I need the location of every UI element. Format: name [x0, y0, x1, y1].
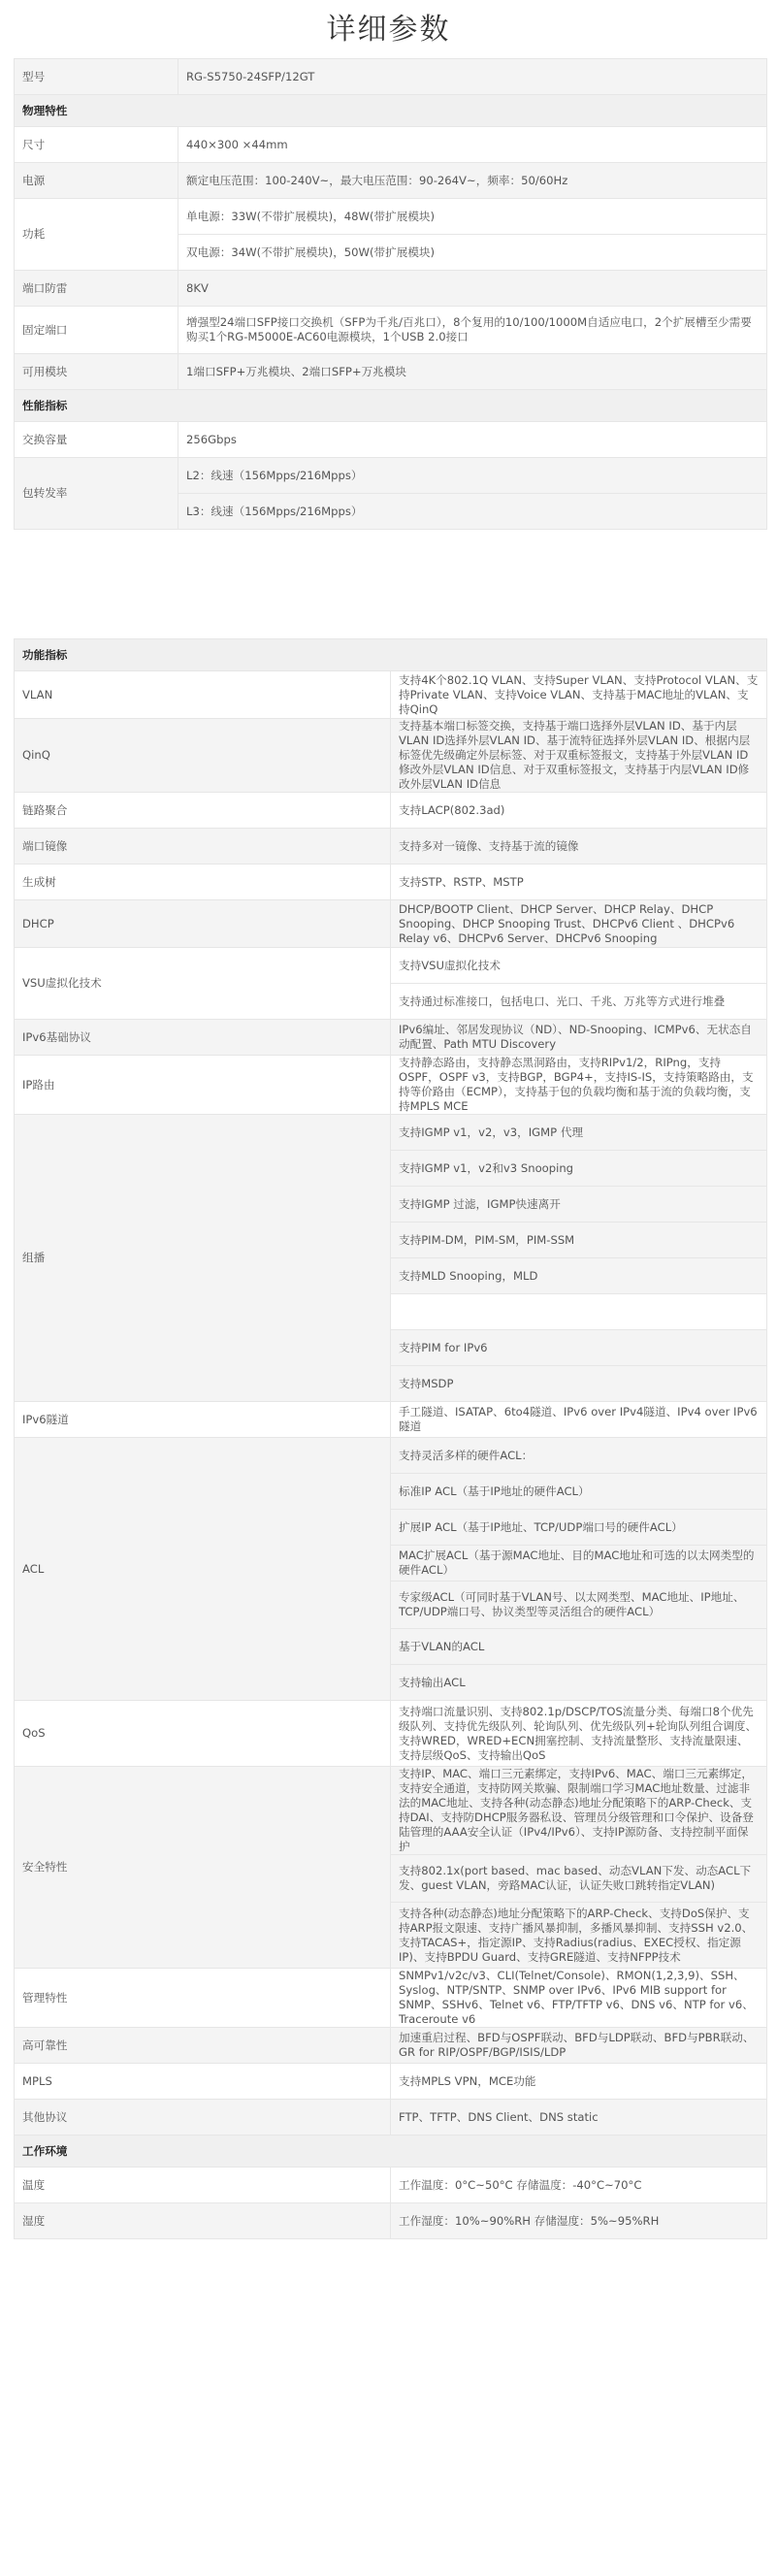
spec-value: DHCP/BOOTP Client、DHCP Server、DHCP Relay、DHCP Snooping、DHCP Snooping Trust、DHCPv6 Client 、DHCPv6 Relay v6、DHCPv6 Server、DHCPv6 Snooping [391, 900, 767, 948]
spec-key: 可用模块 [15, 354, 178, 390]
spec-value: 工作温度：0°C~50°C 存储温度：-40°C~70°C [391, 2168, 767, 2203]
spec-row [15, 1115, 767, 1151]
spec-row [15, 271, 767, 307]
spec-row [15, 2203, 767, 2239]
spec-value: 8KV [178, 271, 767, 307]
section-header [15, 95, 767, 127]
spec-key: 链路聚合 [15, 793, 391, 829]
spec-row [15, 2168, 767, 2203]
spec-value: 支持IGMP v1，v2，v3，IGMP 代理 [391, 1115, 767, 1151]
section-title: 物理特性 [15, 95, 767, 127]
spec-value: 手工隧道、ISATAP、6to4隧道、IPv6 over IPv4隧道、IPv4 over IPv6 隧道 [391, 1402, 767, 1438]
spec-key: 尺寸 [15, 127, 178, 163]
spec-value: 支持MLD Snooping，MLD [391, 1258, 767, 1294]
spec-row [15, 900, 767, 948]
spec-value: 支持通过标准接口，包括电口、光口、千兆、万兆等方式进行堆叠 [391, 984, 767, 1020]
spec-value: 支持802.1x(port based、mac based、动态VLAN下发、动态ACL下发、guest VLAN，旁路MAC认证，认证失败口跳转指定VLAN) [391, 1855, 767, 1903]
section-title: 功能指标 [15, 639, 767, 671]
spec-key: QoS [15, 1701, 391, 1767]
spec-row [15, 127, 767, 163]
spec-key: 安全特性 [15, 1767, 391, 1969]
spec-value: 标准IP ACL（基于IP地址的硬件ACL） [391, 1474, 767, 1510]
spec-key: 端口镜像 [15, 829, 391, 864]
spec-value: 工作湿度：10%~90%RH 存储湿度：5%~95%RH [391, 2203, 767, 2239]
spec-value: 加速重启过程、BFD与OSPF联动、BFD与LDP联动、BFD与PBR联动、GR for RIP/OSPF/BGP/ISIS/LDP [391, 2028, 767, 2064]
section-header [15, 2136, 767, 2168]
spec-key: MPLS [15, 2064, 391, 2100]
spec-row [15, 1020, 767, 1056]
spec-row [15, 422, 767, 458]
spec-value: 支持IGMP v1，v2和v3 Snooping [391, 1151, 767, 1187]
spec-key: 功耗 [15, 199, 178, 271]
spec-value: 1端口SFP+万兆模块、2端口SFP+万兆模块 [178, 354, 767, 390]
spec-value: 额定电压范围：100-240V~，最大电压范围：90-264V~，频率：50/60Hz [178, 163, 767, 199]
spec-value: 支持MPLS VPN，MCE功能 [391, 2064, 767, 2100]
spec-key: IP路由 [15, 1056, 391, 1115]
spec-value: 支持4K个802.1Q VLAN、支持Super VLAN、支持Protocol VLAN、支持Private VLAN、支持Voice VLAN、支持基于MAC地址的VLAN、支持QinQ [391, 671, 767, 719]
spec-value: 支持各种(动态静态)地址分配策略下的ARP-Check、支持DoS保护、支持ARP报文限速、支持广播风暴抑制，多播风暴抑制、支持SSH v2.0、支持TACAS+，指定源IP、支持Radius(radius、EXEC授权、指定源IP)、支持BPDU Guard、支持GRE隧道、支持NFPP技术 [391, 1903, 767, 1969]
spec-row [15, 307, 767, 354]
spec-value: 支持灵活多样的硬件ACL： [391, 1438, 767, 1474]
spec-row [15, 2100, 767, 2136]
spec-row [15, 793, 767, 829]
spec-key: IPv6基础协议 [15, 1020, 391, 1056]
spec-value: 256Gbps [178, 422, 767, 458]
spec-key: 高可靠性 [15, 2028, 391, 2064]
spec-value: L3：线速（156Mpps/216Mpps） [178, 494, 767, 530]
spec-row [15, 354, 767, 390]
spec-value: 支持多对一镜像、支持基于流的镜像 [391, 829, 767, 864]
spec-table-basic [14, 58, 767, 530]
spec-row [15, 1402, 767, 1438]
spec-value: MAC扩展ACL（基于源MAC地址、目的MAC地址和可选的以太网类型的硬件ACL） [391, 1546, 767, 1581]
spec-row [15, 2028, 767, 2064]
spec-row [15, 948, 767, 984]
spec-row [15, 719, 767, 793]
spec-row [15, 1969, 767, 2028]
spec-value: 440×300 ×44mm [178, 127, 767, 163]
spec-key: 包转发率 [15, 458, 178, 530]
spec-key: VLAN [15, 671, 391, 719]
spec-value: FTP、TFTP、DNS Client、DNS static [391, 2100, 767, 2136]
spec-key: DHCP [15, 900, 391, 948]
spec-key: 温度 [15, 2168, 391, 2203]
spec-key: 交换容量 [15, 422, 178, 458]
spec-value: 单电源：33W(不带扩展模块)，48W(带扩展模块) [178, 199, 767, 235]
spec-table-functions [14, 638, 767, 2239]
spec-value: 增强型24端口SFP接口交换机（SFP为千兆/百兆口），8个复用的10/100/1000M自适应电口，2个扩展槽至少需要购买1个RG-M5000E-AC60电源模块，1个USB 2.0接口 [178, 307, 767, 354]
spec-row [15, 1438, 767, 1474]
spec-value: 专家级ACL（可同时基于VLAN号、以太网类型、MAC地址、IP地址、TCP/UDP端口号、协议类型等灵活组合的硬件ACL） [391, 1581, 767, 1629]
spec-row [15, 1056, 767, 1115]
spec-row [15, 163, 767, 199]
spec-value: 支持MSDP [391, 1366, 767, 1402]
spec-key: QinQ [15, 719, 391, 793]
spec-row [15, 829, 767, 864]
page-title: 详细参数 [326, 13, 451, 47]
spec-row [15, 1701, 767, 1767]
spec-value [391, 1294, 767, 1330]
spec-key: 电源 [15, 163, 178, 199]
spec-row [15, 2064, 767, 2100]
spec-key: 型号 [15, 59, 178, 95]
spec-row [15, 199, 767, 235]
spec-row [15, 864, 767, 900]
spec-key: 其他协议 [15, 2100, 391, 2136]
section-title: 工作环境 [15, 2136, 767, 2168]
spec-value: 支持输出ACL [391, 1665, 767, 1701]
spec-key: 管理特性 [15, 1969, 391, 2028]
spec-value: 支持端口流量识别、支持802.1p/DSCP/TOS流量分类、每端口8个优先级队列、支持优先级队列、轮询队列、优先级队列+轮询队列组合调度、支持WRED，WRED+ECN拥塞控制、支持流量整形、支持流量限速、支持层级QoS、支持输出QoS [391, 1701, 767, 1767]
spec-value: 支持STP、RSTP、MSTP [391, 864, 767, 900]
spec-value: 支持PIM for IPv6 [391, 1330, 767, 1366]
spec-key: VSU虚拟化技术 [15, 948, 391, 1020]
spec-value: SNMPv1/v2c/v3、CLI(Telnet/Console)、RMON(1,2,3,9)、SSH、Syslog、NTP/SNTP、SNMP over IPv6、IPv6 MIB support for SNMP、SSHv6、Telnet v6、FTP/TFTP v6、DNS v6、NTP for v6、Traceroute v6 [391, 1969, 767, 2028]
spec-key: ACL [15, 1438, 391, 1701]
spec-row [15, 1767, 767, 1855]
section-title: 性能指标 [15, 390, 767, 422]
spec-value: 支持基本端口标签交换，支持基于端口选择外层VLAN ID、基于内层VLAN ID选择外层VLAN ID、基于流特征选择外层VLAN ID、根据内层标签优先级确定外层标签、对于双重标签报文，支持基于外层VLAN ID修改外层VLAN ID信息、对于双重标签报文，支持基于内层VLAN ID修改外层VLAN ID信息 [391, 719, 767, 793]
spec-key: 端口防雷 [15, 271, 178, 307]
spec-value: IPv6编址、邻居发现协议（ND）、ND-Snooping、ICMPv6、无状态自动配置、Path MTU Discovery [391, 1020, 767, 1056]
spec-row [15, 59, 767, 95]
spec-value: 支持IGMP 过滤，IGMP快速离开 [391, 1187, 767, 1223]
spec-key: IPv6隧道 [15, 1402, 391, 1438]
spec-row [15, 458, 767, 494]
spec-value: RG-S5750-24SFP/12GT [178, 59, 767, 95]
spec-key: 生成树 [15, 864, 391, 900]
spec-value: 支持IP、MAC、端口三元素绑定，支持IPv6、MAC、端口三元素绑定，支持安全通道，支持防网关欺骗、限制端口学习MAC地址数量、过滤非法的MAC地址、支持各种(动态静态)地址分配策略下的ARP-Check、支持DAI、支持防DHCP服务器私设、管理员分级管理和口令保护、设备登陆管理的AAA安全认证（IPv4/IPv6）、支持IP源防备、支持控制平面保护 [391, 1767, 767, 1855]
spec-value: 支持LACP(802.3ad) [391, 793, 767, 829]
spec-key: 湿度 [15, 2203, 391, 2239]
spec-value: L2：线速（156Mpps/216Mpps） [178, 458, 767, 494]
section-header [15, 639, 767, 671]
spec-key: 固定端口 [15, 307, 178, 354]
spec-value: 支持静态路由，支持静态黑洞路由，支持RIPv1/2，RIPng，支持OSPF，OSPF v3，支持BGP，BGP4+，支持IS-IS，支持策略路由，支持等价路由（ECMP），支持基于包的负载均衡和基于流的负载均衡，支持MPLS MCE [391, 1056, 767, 1115]
spec-key: 组播 [15, 1115, 391, 1402]
spec-value: 基于VLAN的ACL [391, 1629, 767, 1665]
spec-value: 支持PIM-DM，PIM-SM，PIM-SSM [391, 1223, 767, 1258]
spec-row [15, 671, 767, 719]
spec-value: 双电源：34W(不带扩展模块)，50W(带扩展模块) [178, 235, 767, 271]
spec-value: 支持VSU虚拟化技术 [391, 948, 767, 984]
section-header [15, 390, 767, 422]
spec-value: 扩展IP ACL（基于IP地址、TCP/UDP端口号的硬件ACL） [391, 1510, 767, 1546]
